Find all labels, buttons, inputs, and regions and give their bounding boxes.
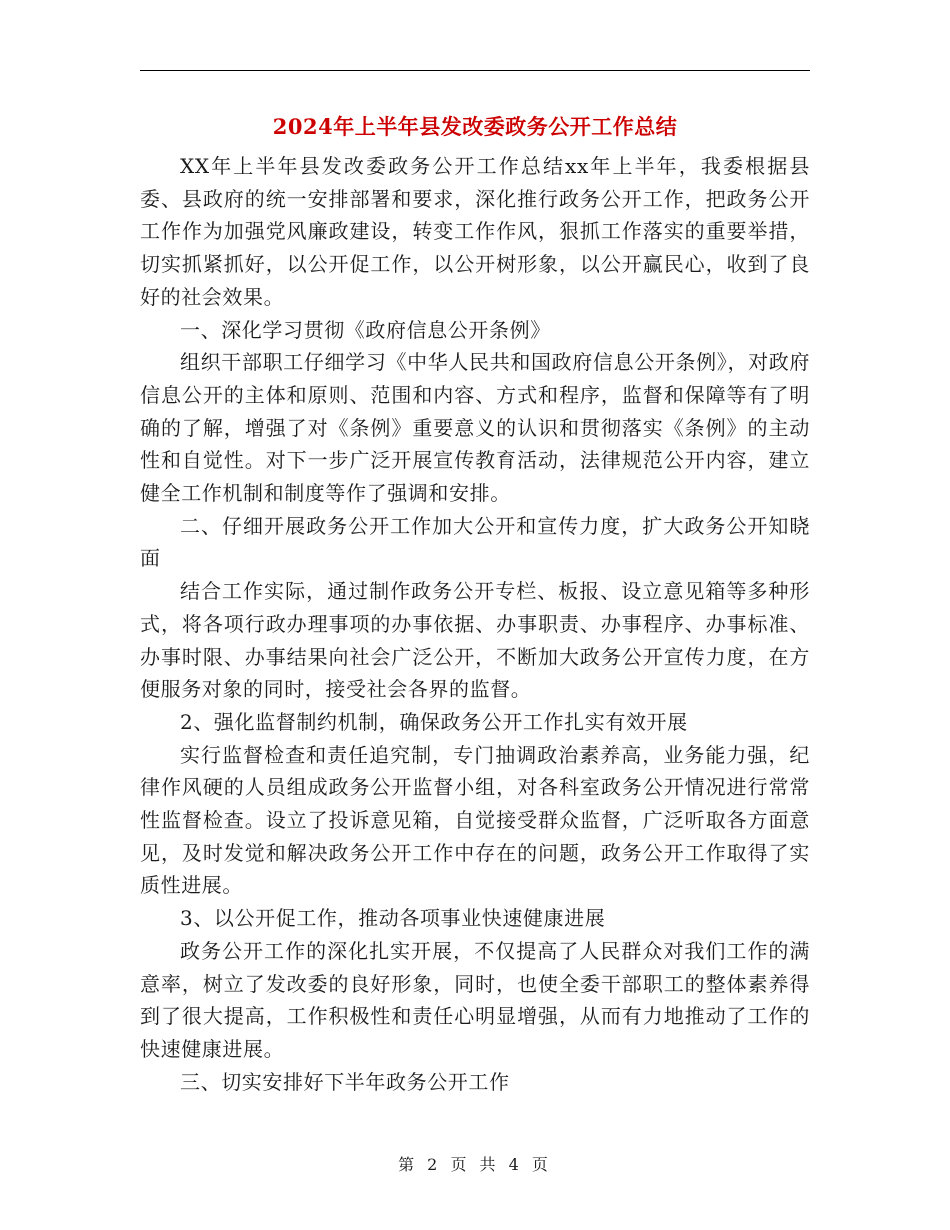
paragraph-study: 组织干部职工仔细学习《中华人民共和国政府信息公开条例》，对政府信息公开的主体和原则、范围和内容、方式和程序，监督和保障等有了明确的了解，增强了对《条例》重要意义的认识和贯彻落实《条例》的主动性和自觉性。对下一步广泛开展宣传教育活动，法律规范公开内容，建立健全工作机制和制度等作了强调和安排。 <box>140 350 810 506</box>
subheading-supervision: 2、强化监督制约机制，确保政务公开工作扎实有效开展 <box>180 709 688 734</box>
section-heading-3: 三、切实安排好下半年政务公开工作 <box>180 1069 510 1094</box>
document-body <box>140 150 810 1098</box>
paragraph-intro: XX年上半年县发改委政务公开工作总结xx年上半年，我委根据县委、县政府的统一安排部署和要求，深化推行政务公开工作，把政务公开工作作为加强党风廉政建设，转变工作作风，狠抓工作落实的重要举措，切实抓紧抓好，以公开促工作，以公开树形象，以公开赢民心，收到了良好的社会效果。 <box>140 154 810 309</box>
document-title: 2024年上半年县发改委政务公开工作总结 <box>272 114 678 139</box>
paragraph-supervision: 实行监督检查和责任追究制，专门抽调政治素养高，业务能力强，纪律作风硬的人员组成政务公开监督小组，对各科室政务公开情况进行常常性监督检查。设立了投诉意见箱，自觉接受群众监督，广泛听取各方面意见，及时发觉和解决政务公开工作中存在的问题，政务公开工作取得了实质性进展。 <box>140 742 810 898</box>
header-rule <box>140 70 810 71</box>
page-number: 第 2 页 共 4 页 <box>398 1155 552 1174</box>
section-heading-2: 二、仔细开展政务公开工作加大公开和宣传力度，扩大政务公开知晓面 <box>140 513 810 571</box>
subheading-promote-work: 3、以公开促工作，推动各项事业快速健康进展 <box>180 906 606 931</box>
paragraph-promote-work: 政务公开工作的深化扎实开展，不仅提高了人民群众对我们工作的满意率，树立了发改委的良好形象，同时，也使全委干部职工的整体素养得到了很大提高，工作积极性和责任心明显增强，从而有力地推动了工作的快速健康进展。 <box>140 938 810 1061</box>
paragraph-publicity: 结合工作实际，通过制作政务公开专栏、板报、设立意见箱等多种形式，将各项行政办理事项的办事依据、办事职责、办事程序、办事标准、办事时限、办事结果向社会广泛公开，不断加大政务公开宣传力度，在方便服务对象的同时，接受社会各界的监督。 <box>140 579 810 702</box>
section-heading-1: 一、深化学习贯彻《政府信息公开条例》 <box>180 317 551 342</box>
